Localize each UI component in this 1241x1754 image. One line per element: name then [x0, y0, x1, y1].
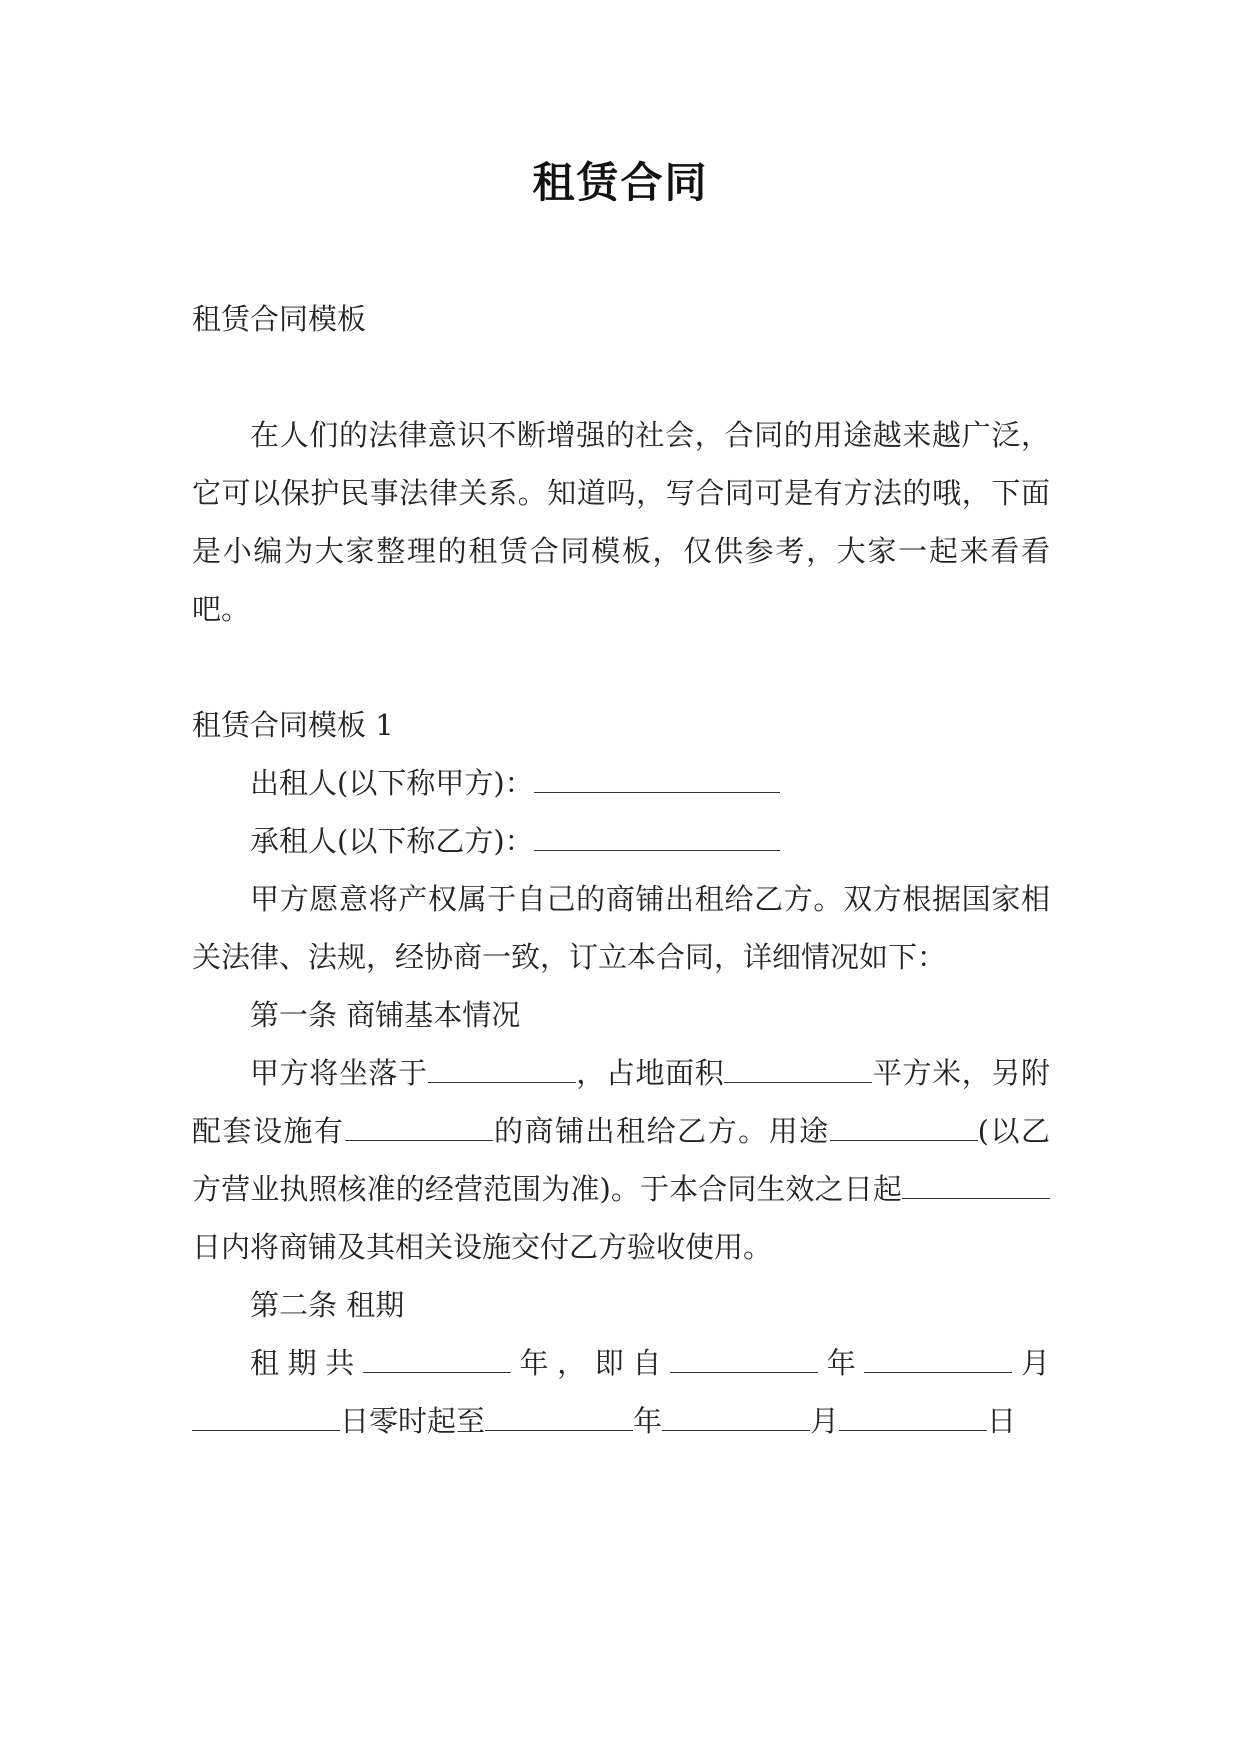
article2-paragraph [192, 1334, 1050, 1450]
delivery-days-blank [902, 1172, 1050, 1199]
spacer [192, 638, 1050, 696]
lessee-line [192, 812, 1050, 870]
facilities-blank [345, 1114, 493, 1141]
article1-text-2: ，占地面积 [575, 1056, 725, 1090]
lessee-label: 承租人(以下称乙方)： [250, 824, 534, 858]
article1-text-5: (以乙方营业执照核准的经营范围为准)。于本合同生效之日起 [192, 1114, 1050, 1206]
article2-text-3: 年 [818, 1346, 865, 1380]
purpose-blank [830, 1114, 978, 1141]
intro-paragraph: 在人们的法律意识不断增强的社会，合同的用途越来越广泛，它可以保护民事法律关系。知道吗，写合同可是有方法的哦，下面是小编为大家整理的租赁合同模板，仅供参考，大家一起来看看吧。 [192, 418, 1050, 626]
article2-text-7: 月 [810, 1404, 840, 1438]
document-title: 租赁合同 [532, 158, 709, 207]
article1-text-3: 平方米，另附配套设施有 [192, 1056, 1050, 1148]
location-blank [428, 1056, 576, 1083]
article1-text-1: 甲方将坐落于 [250, 1056, 428, 1090]
end-month-blank [662, 1404, 810, 1431]
end-year-blank [485, 1404, 633, 1431]
article2-text-1: 租期共 [250, 1346, 363, 1380]
area-blank [724, 1056, 872, 1083]
article2-text-6: 年 [633, 1404, 663, 1438]
document-body [192, 290, 1050, 1450]
lessor-label: 出租人(以下称甲方)： [250, 766, 534, 800]
subtitle: 租赁合同模板 [192, 302, 367, 336]
agreement-paragraph: 甲方愿意将产权属于自己的商铺出租给乙方。双方根据国家相关法律、法规，经协商一致，订立本合同，详细情况如下： [192, 882, 1050, 974]
lessor-blank [534, 766, 780, 793]
start-year-blank [670, 1346, 818, 1373]
article1-text-6: 日内将商铺及其相关设施交付乙方验收使用。 [192, 1230, 773, 1264]
article1-text-4: 的商铺出租给乙方。用途 [492, 1114, 830, 1148]
article2-title: 第二条 租期 [250, 1288, 405, 1322]
section-title: 租赁合同模板 1 [192, 708, 394, 742]
article1-title: 第一条 商铺基本情况 [250, 998, 521, 1032]
start-month-blank [864, 1346, 1012, 1373]
article2-text-4: 月 [1012, 1346, 1050, 1380]
article1-paragraph [192, 1044, 1050, 1276]
lessee-blank [534, 824, 780, 851]
article2-text-8: 日 [987, 1404, 1017, 1438]
end-day-blank [839, 1404, 987, 1431]
start-day-blank [192, 1404, 340, 1431]
term-years-blank [363, 1346, 511, 1373]
spacer [192, 348, 1050, 406]
article2-text-2: 年，即自 [510, 1346, 671, 1380]
lessor-line [192, 754, 1050, 812]
article2-text-5: 日零时起至 [340, 1404, 486, 1438]
